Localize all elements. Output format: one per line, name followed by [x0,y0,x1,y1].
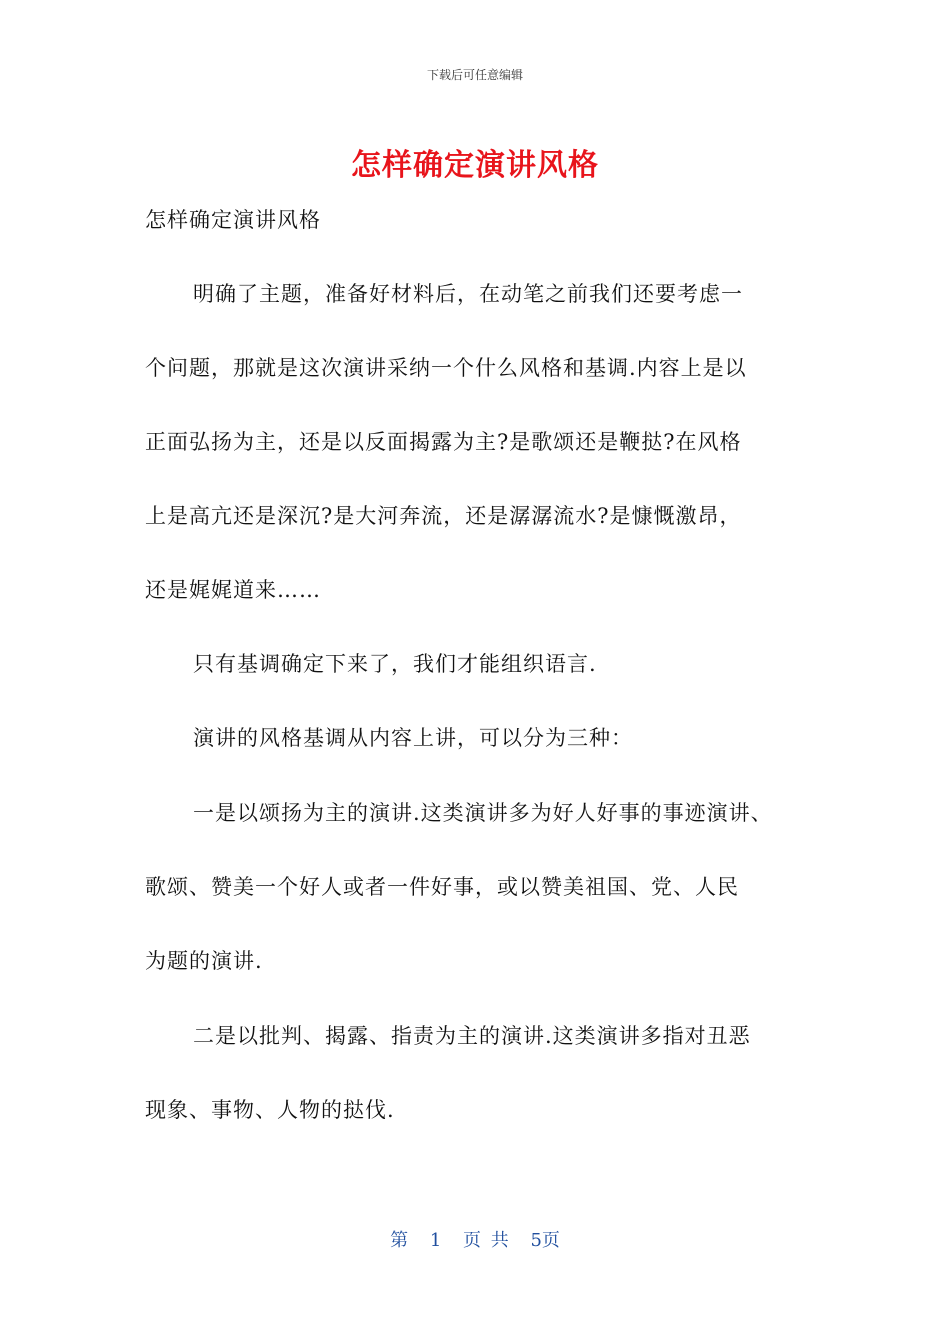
paragraph-line: 二是以批判、揭露、指责为主的演讲.这类演讲多指对丑恶 [193,1024,751,1048]
paragraph-line: 明确了主题，准备好材料后，在动笔之前我们还要考虑一 [193,282,743,306]
header-note: 下载后可任意编辑 [426,68,523,82]
document-title: 怎样确定演讲风格 [351,148,599,183]
paragraph-line: 一是以颂扬为主的演讲.这类演讲多为好人好事的事迹演讲、 [193,801,773,825]
paragraph-line: 演讲的风格基调从内容上讲，可以分为三种： [193,726,633,750]
footer-page-number: 1 [429,1230,442,1251]
document-subtitle: 怎样确定演讲风格 [145,208,321,232]
page-footer [0,1226,950,1252]
paragraph-line: 只有基调确定下来了，我们才能组织语言. [193,652,597,676]
paragraph-line: 个问题，那就是这次演讲采纳一个什么风格和基调.内容上是以 [145,356,747,380]
paragraph-line: 还是娓娓道来…… [145,578,321,602]
paragraph-line: 正面弘扬为主，还是以反面揭露为主?是歌颂还是鞭挞?在风格 [145,430,742,454]
footer-total-pages: 5页 [530,1230,560,1251]
footer-prefix: 第 [390,1230,409,1251]
paragraph-line: 现象、事物、人物的挞伐. [145,1098,395,1122]
footer-middle: 页 共 [463,1230,509,1251]
paragraph-line: 上是高亢还是深沉?是大河奔流，还是潺潺流水?是慷慨激昂， [145,504,742,528]
paragraph-line: 歌颂、赞美一个好人或者一件好事，或以赞美祖国、党、人民 [145,875,739,899]
paragraph-line: 为题的演讲. [145,949,263,973]
